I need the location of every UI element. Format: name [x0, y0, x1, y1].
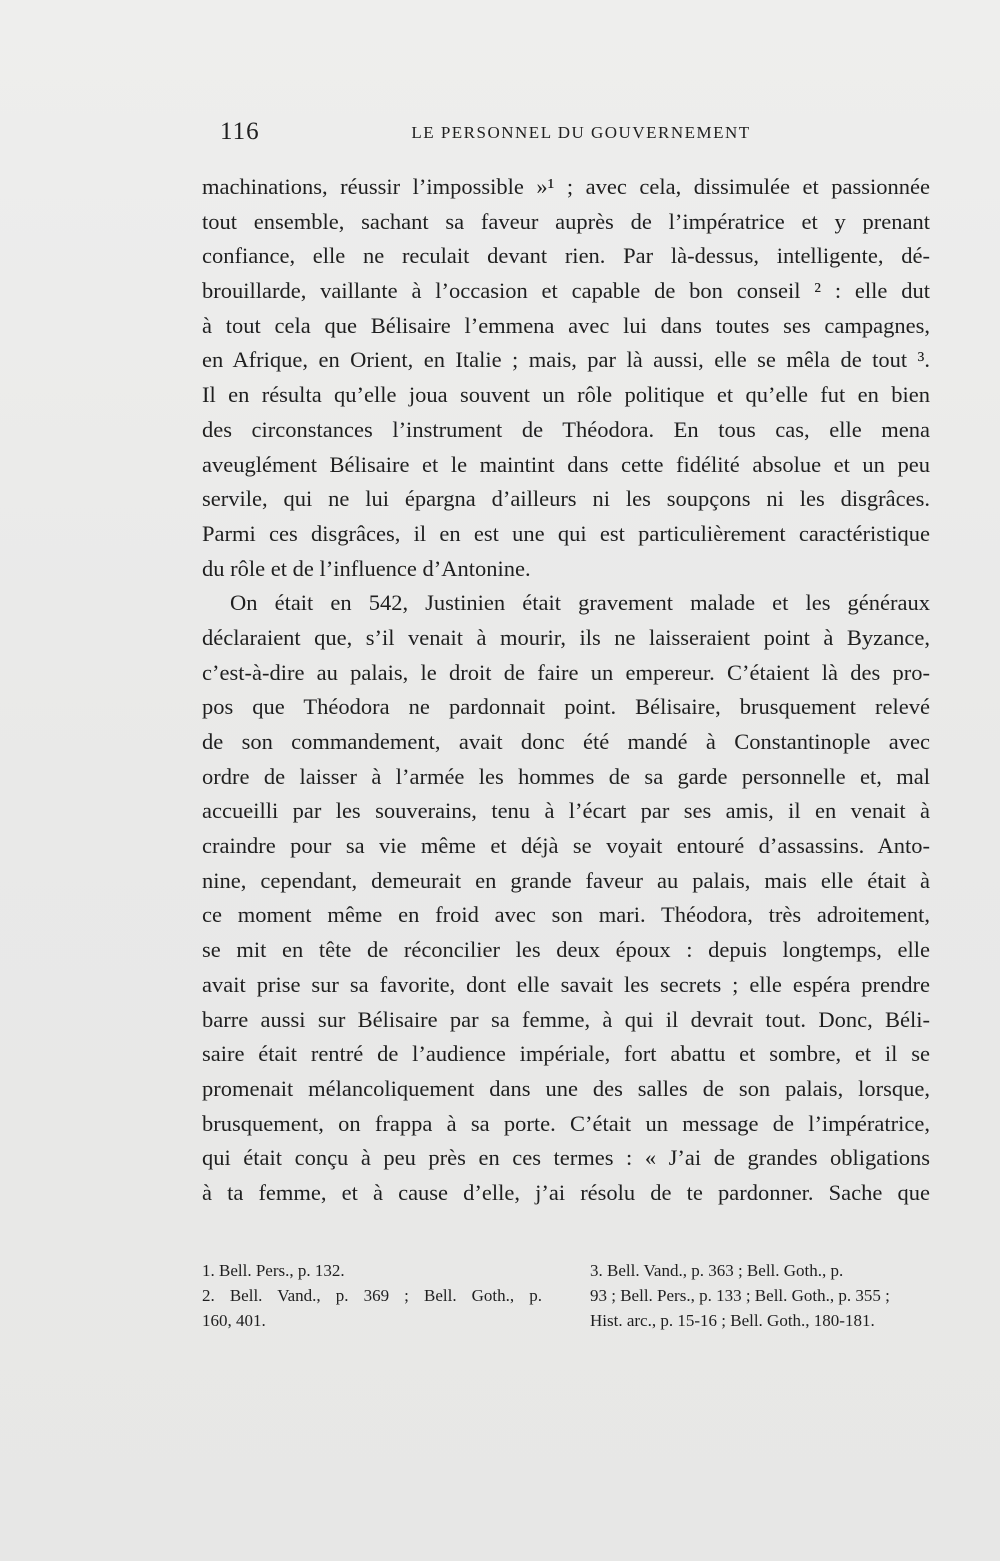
footnote-line: 3. Bell. Vand., p. 363 ; Bell. Goth., p. [590, 1261, 844, 1280]
text-line: Il en résulta qu’elle joua souvent un rôle politique et qu’elle fut en bien [202, 382, 930, 408]
text-line: Parmi ces disgrâces, il en est une qui est particulièrement caractéristique [202, 520, 930, 546]
text-line: des circonstances l’instrument de Théodora. En tous cas, elle mena [202, 416, 930, 442]
text-line: nine, cependant, demeurait en grande faveur au palais, mais elle était à [202, 867, 930, 893]
text-line: à ta femme, et à cause d’elle, j’ai résolu de te pardonner. Sache que [202, 1179, 930, 1205]
page-number: 116 [220, 118, 260, 145]
running-head [220, 118, 942, 148]
text-line: de son commandement, avait donc été mandé à Constantinople avec [202, 729, 930, 754]
text-line: servile, qui ne lui épargna d’ailleurs ni les soupçons ni les disgrâces. [202, 486, 930, 512]
text-line: du rôle et de l’influence d’Antonine. [202, 555, 531, 581]
text-line: craindre pour sa vie même et déjà se voyait entouré d’assassins. Anto- [202, 833, 930, 859]
text-line: confiance, elle ne reculait devant rien. Par là-dessus, intelligente, dé- [202, 243, 930, 269]
text-line: déclaraient que, s’il venait à mourir, ils ne laisseraient point à Byzance, [202, 624, 930, 650]
text-line: à tout cela que Bélisaire l’emmena avec lui dans toutes ses campagnes, [202, 312, 930, 338]
text-line: aveuglément Bélisaire et le maintint dans cette fidélité absolue et un peu [202, 451, 930, 477]
text-line: ce moment même en froid avec son mari. Théodora, très adroitement, [202, 902, 930, 928]
text-line: en Afrique, en Orient, en Italie ; mais, par là aussi, elle se mêla de tout ³. [202, 347, 930, 373]
footnotes [202, 1258, 930, 1348]
footnote-line: Hist. arc., p. 15-16 ; Bell. Goth., 180-181. [590, 1311, 875, 1330]
text-line: On était en 542, Justinien était gravement malade et les généraux [230, 590, 930, 616]
footnote-line: 1. Bell. Pers., p. 132. [202, 1261, 345, 1280]
text-line: se mit en tête de réconcilier les deux époux : depuis longtemps, elle [202, 937, 930, 963]
body-text [202, 170, 930, 1211]
text-line: ordre de laisser à l’armée les hommes de sa garde personnelle et, mal [202, 763, 930, 789]
text-line: brusquement, on frappa à sa porte. C’était un message de l’impératrice, [202, 1110, 930, 1136]
text-line: machinations, réussir l’impossible »¹ ; avec cela, dissimulée et passionnée [202, 174, 930, 199]
text-line: brouillarde, vaillante à l’occasion et capable de bon conseil ² : elle dut [202, 278, 930, 304]
footnotes-left-column [202, 1258, 542, 1333]
text-line: c’est-à-dire au palais, le droit de faire un empereur. C’étaient là des pro- [202, 659, 930, 685]
text-line: tout ensemble, sachant sa faveur auprès de l’impératrice et y prenant [202, 208, 930, 234]
running-title: LE PERSONNEL DU GOUVERNEMENT [411, 123, 751, 142]
text-line: qui était conçu à peu près en ces termes : « J’ai de grandes obligations [202, 1145, 930, 1171]
footnotes-right-column [590, 1258, 930, 1333]
footnote-line: 2. Bell. Vand., p. 369 ; Bell. Goth., p. [202, 1286, 542, 1305]
text-line: pos que Théodora ne pardonnait point. Bélisaire, brusquement relevé [202, 694, 930, 720]
text-line: avait prise sur sa favorite, dont elle savait les secrets ; elle espéra prendre [202, 971, 930, 997]
text-line: barre aussi sur Bélisaire par sa femme, à qui il devrait tout. Donc, Béli- [202, 1006, 930, 1032]
footnote-line: 93 ; Bell. Pers., p. 133 ; Bell. Goth., p. 355 ; [590, 1286, 890, 1305]
text-line: saire était rentré de l’audience impériale, fort abattu et sombre, et il se [202, 1041, 930, 1067]
footnote-line: 160, 401. [202, 1311, 266, 1330]
text-line: accueilli par les souverains, tenu à l’écart par ses amis, il en venait à [202, 798, 930, 824]
text-line: promenait mélancoliquement dans une des salles de son palais, lorsque, [202, 1075, 930, 1101]
